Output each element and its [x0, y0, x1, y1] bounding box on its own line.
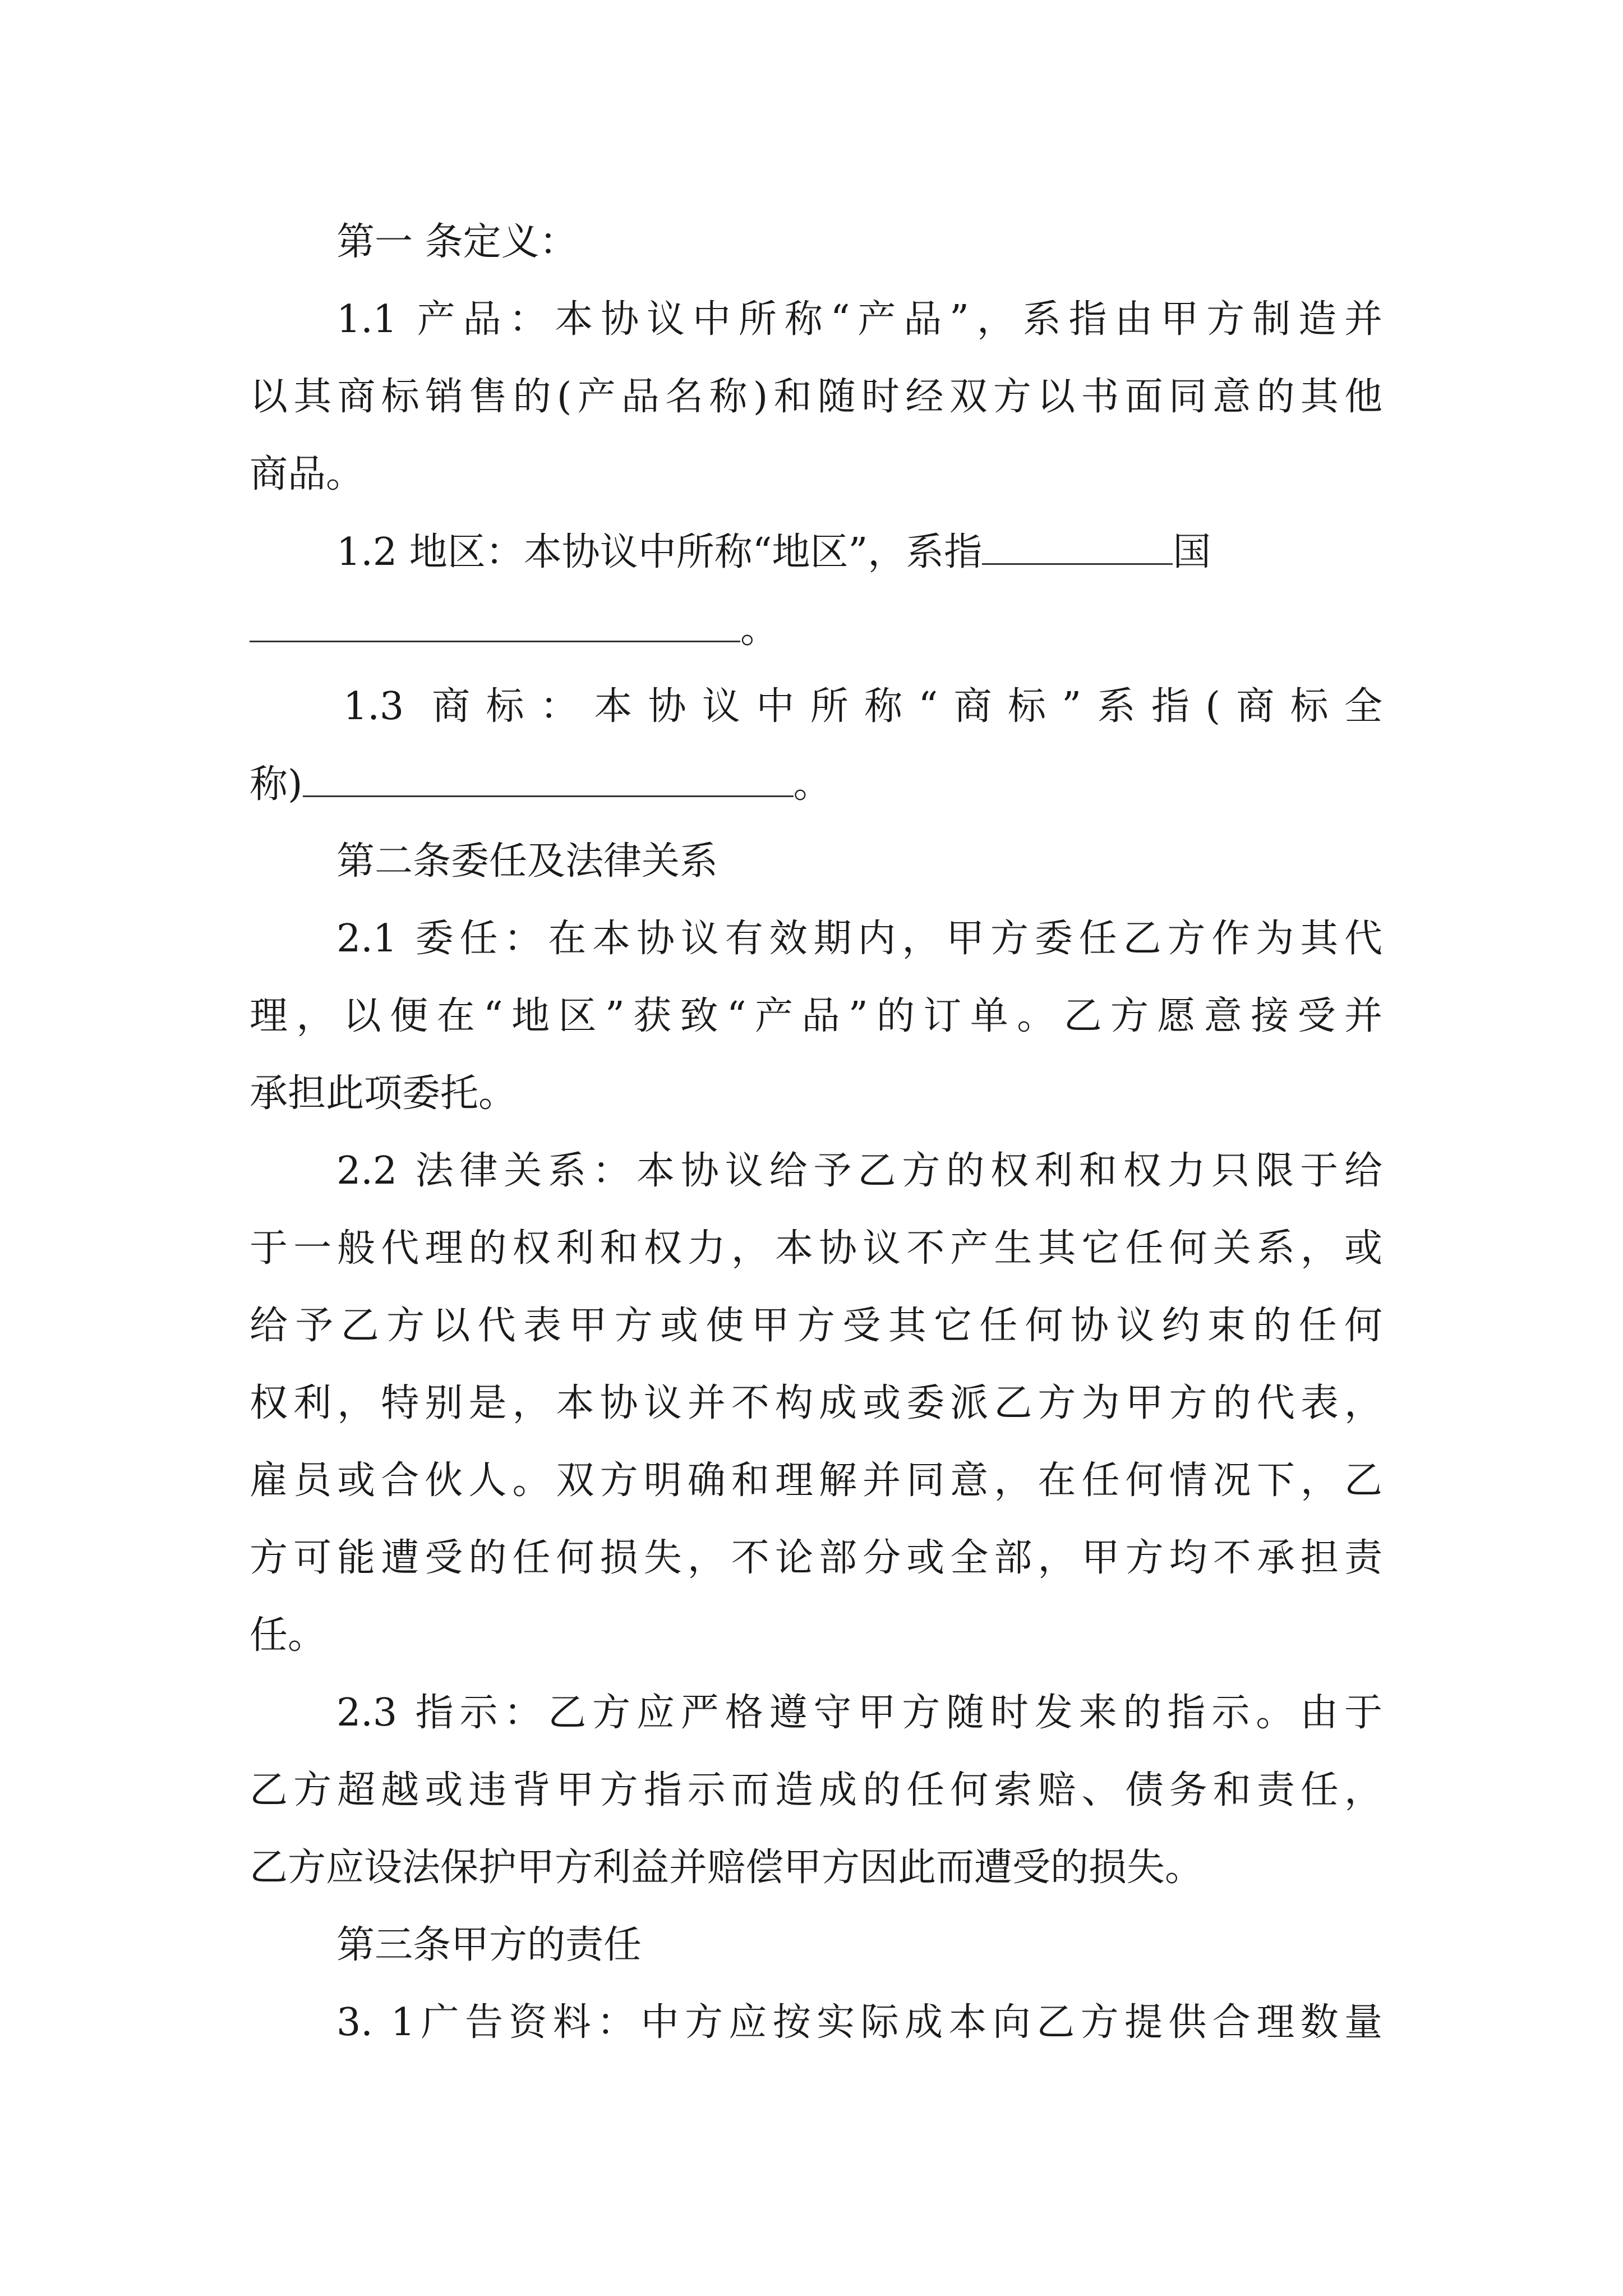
- clause-2-1-line-1: 2.1 委任：在本协议有效期内，甲方委任乙方作为其代: [336, 917, 1382, 961]
- clause-2-2-line-7: 任。: [250, 1613, 326, 1658]
- blank-line: [982, 530, 1173, 565]
- clause-2-2-line-6: 方可能遭受的任何损失，不论部分或全部，甲方均不承担责: [250, 1536, 1382, 1580]
- clause-1-3-line-1: 1.3 商标：本协议中所称“商标”系指(商标全: [343, 684, 1382, 729]
- clause-2-1-line-2: 理，以便在“地区”获致“产品”的订单。乙方愿意接受并: [250, 994, 1382, 1038]
- clause-1-2-country: 国: [1173, 530, 1211, 574]
- clause-1-2-line-1: [336, 530, 1382, 574]
- clause-2-3-line-3: 乙方应设法保护甲方利益并赔偿甲方因此而遭受的损失。: [250, 1846, 1204, 1890]
- clause-1-1-line-1: 1.1 产品：本协议中所称“产品”，系指由甲方制造并: [336, 297, 1382, 342]
- clause-2-2-line-4: 权利，特别是，本协议并不构成或委派乙方为甲方的代表，: [250, 1381, 1382, 1425]
- clause-2-2-line-2: 于一般代理的权利和权力，本协议不产生其它任何关系，或: [250, 1226, 1382, 1271]
- clause-2-1-line-3: 承担此项委托。: [250, 1071, 517, 1116]
- clause-2-2-line-1: 2.2 法律关系：本协议给予乙方的权利和权力只限于给: [336, 1149, 1382, 1193]
- clause-2-2-line-5: 雇员或合伙人。双方明确和理解并同意，在任何情况下，乙: [250, 1458, 1382, 1503]
- clause-1-3-end: 。: [793, 762, 832, 807]
- article-1-heading: 第一 条定义：: [336, 220, 578, 264]
- clause-1-3-line-2: [250, 762, 1382, 807]
- clause-3-1-line-1: 3. 1广告资料：中方应按实际成本向乙方提供合理数量: [336, 2000, 1382, 2045]
- article-3-heading: 第三条甲方的责任: [336, 1923, 642, 1967]
- blank-line: [250, 607, 740, 642]
- clause-2-3-line-1: 2.3 指示：乙方应严格遵守甲方随时发来的指示。由于: [336, 1691, 1382, 1735]
- clause-1-1-line-3: 商品。: [250, 452, 365, 496]
- blank-line: [303, 762, 794, 797]
- article-2-heading: 第二条委任及法律关系: [336, 839, 718, 884]
- clause-1-3-start: 称): [250, 762, 303, 807]
- clause-1-1-line-2: 以其商标销售的(产品名称)和随时经双方以书面同意的其他: [250, 375, 1382, 419]
- clause-2-3-line-2: 乙方超越或违背甲方指示而造成的任何索赔、债务和责任，: [250, 1768, 1382, 1812]
- clause-1-2-end: 。: [740, 608, 779, 652]
- clause-2-2-line-3: 给予乙方以代表甲方或使甲方受其它任何协议约束的任何: [250, 1304, 1382, 1348]
- clause-1-2-line-2: [250, 607, 1382, 652]
- clause-1-2-text: 1.2 地区：本协议中所称“地区”，系指: [336, 530, 983, 574]
